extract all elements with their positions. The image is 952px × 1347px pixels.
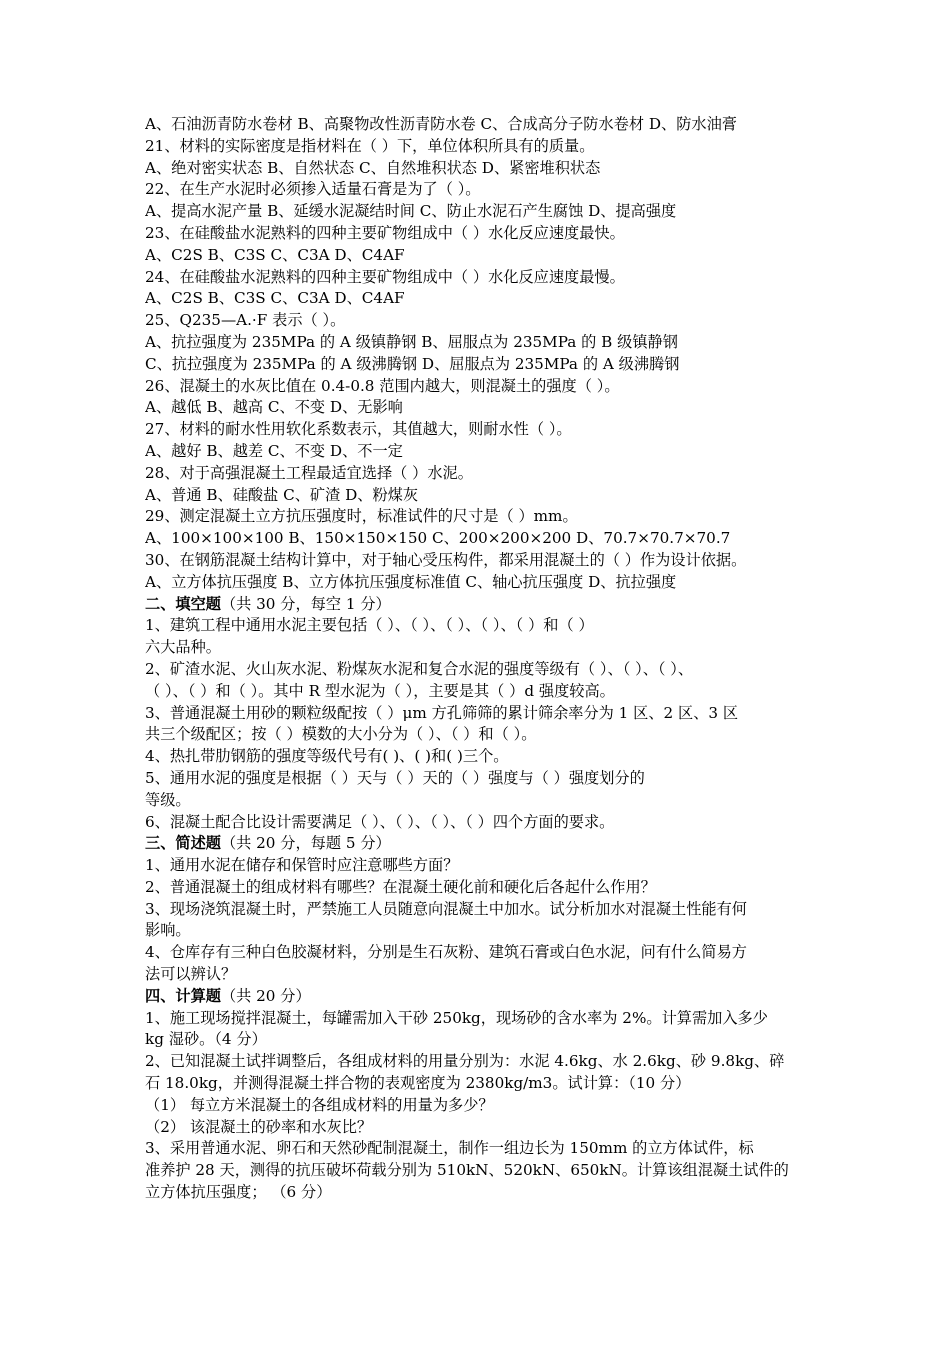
text-line: A、绝对密实状态 B、自然状态 C、自然堆积状态 D、紧密堆积状态 (145, 158, 601, 177)
text-line: 4、热扎带肋钢筋的强度等级代号有( )、( )和( )三个。 (145, 747, 509, 766)
section-heading (145, 986, 813, 1008)
text-line: 立方体抗压强度； （6 分） (145, 1183, 332, 1202)
text-line: 1、通用水泥在储存和保管时应注意哪些方面？ (145, 856, 459, 875)
text-line: 29、测定混凝土立方抗压强度时，标准试件的尺寸是（ ）mm。 (145, 507, 578, 526)
text-line: A、立方体抗压强度 B、立方体抗压强度标准值 C、轴心抗压强度 D、抗拉强度 (145, 572, 677, 591)
text-line: （ ）、（ ）和（ ）。其中 R 型水泥为（ ），主要是其（ ）d 强度较高。 (145, 681, 615, 700)
section-score-note: （共 30 分，每空 1 分） (220, 594, 391, 613)
text-line: 5、通用水泥的强度是根据（ ）天与（ ）天的（ ）强度与（ ）强度划分的 (145, 768, 645, 787)
text-line: 2、普通混凝土的组成材料有哪些？在混凝土硬化前和硬化后各起什么作用？ (145, 877, 656, 896)
section-heading (145, 833, 813, 855)
section-title: 二、填空题 (145, 594, 221, 613)
text-line: 3、现场浇筑混凝土时，严禁施工人员随意向混凝土中加水。试分析加水对混凝土性能有何 (145, 899, 747, 918)
text-line: 21、材料的实际密度是指材料在（ ）下，单位体积所具有的质量。 (145, 136, 595, 155)
text-line: A、100×100×100 B、150×150×150 C、200×200×200 D、70.7×70.7×70.7 (145, 529, 731, 548)
text-line: 石 18.0kg，并测得混凝土拌合物的表观密度为 2380kg/m3。试计算：（10 分） (145, 1074, 691, 1093)
text-line: 4、仓库存有三种白色胶凝材料，分别是生石灰粉、建筑石膏或白色水泥，问有什么简易方 (145, 943, 747, 962)
text-line: 等级。 (145, 790, 191, 809)
document-body (145, 114, 813, 1204)
section-heading (145, 594, 813, 616)
text-line: （1） 每立方米混凝土的各组成材料的用量为多少？ (145, 1095, 494, 1114)
text-line: A、提高水泥产量 B、延缓水泥凝结时间 C、防止水泥石产生腐蚀 D、提高强度 (145, 202, 677, 221)
text-line: 3、采用普通水泥、卵石和天然砂配制混凝土，制作一组边长为 150mm 的立方体试件，标 (145, 1139, 754, 1158)
text-line: 1、建筑工程中通用水泥主要包括（ ）、（ ）、（ ）、（ ）、（ ）和（ ） (145, 616, 594, 635)
text-line: 28、对于高强混凝土工程最适宜选择（ ）水泥。 (145, 463, 473, 482)
text-line: 2、矿渣水泥、火山灰水泥、粉煤灰水泥和复合水泥的强度等级有（ ）、（ ）、（ ）、 (145, 659, 694, 678)
text-line: 3、普通混凝土用砂的颗粒级配按（ ）μm 方孔筛筛的累计筛余率分为 1 区、2 区、3 区 (145, 703, 739, 722)
text-line: 1、施工现场搅拌混凝土，每罐需加入干砂 250kg，现场砂的含水率为 2%。计算需加入多少 (145, 1008, 768, 1027)
text-line: 2、已知混凝土试拌调整后，各组成材料的用量分别为：水泥 4.6kg、水 2.6kg、砂 9.8kg、碎 (145, 1052, 785, 1071)
text-line: 24、在硅酸盐水泥熟料的四种主要矿物组成中（ ）水化反应速度最慢。 (145, 267, 625, 286)
text-line: A、C2S B、C3S C、C3A D、C4AF (145, 289, 405, 308)
text-line: C、抗拉强度为 235MPa 的 A 级沸腾钢 D、屈服点为 235MPa 的 A 级沸腾钢 (145, 354, 680, 373)
text-line: （2） 该混凝土的砂率和水灰比？ (145, 1117, 373, 1136)
text-line: 22、在生产水泥时必须掺入适量石膏是为了（ ）。 (145, 180, 481, 199)
text-line: A、越低 B、越高 C、不变 D、无影响 (145, 398, 403, 417)
text-line: A、普通 B、硅酸盐 C、矿渣 D、粉煤灰 (145, 485, 419, 504)
text-line: A、石油沥青防水卷材 B、高聚物改性沥青防水卷 C、合成高分子防水卷材 D、防水油膏 (145, 115, 737, 133)
text-line: 23、在硅酸盐水泥熟料的四种主要矿物组成中（ ）水化反应速度最快。 (145, 223, 625, 242)
section-title: 四、计算题 (145, 986, 221, 1005)
section-score-note: （共 20 分） (220, 986, 311, 1005)
text-line: 25、Q235—A.·F 表示（ ）。 (145, 311, 346, 330)
text-line: 准养护 28 天，测得的抗压破坏荷载分别为 510kN、520kN、650kN。计算该组混凝土试件的 (145, 1161, 789, 1180)
text-line: kg 湿砂。（4 分） (145, 1030, 267, 1049)
text-line: 26、混凝土的水灰比值在 0.4-0.8 范围内越大，则混凝土的强度（ ）。 (145, 376, 620, 395)
text-line: 6、混凝土配合比设计需要满足（ ）、（ ）、（ ）、（ ）四个方面的要求。 (145, 812, 615, 831)
text-line: 六大品种。 (145, 638, 221, 657)
section-title: 三、简述题 (145, 834, 221, 853)
text-line: 30、在钢筋混凝土结构计算中，对于轴心受压构件，都采用混凝土的（ ）作为设计依据。 (145, 550, 747, 569)
text-line: 27、材料的耐水性用软化系数表示，其值越大，则耐水性（ ）。 (145, 420, 572, 439)
text-line: A、越好 B、越差 C、不变 D、不一定 (145, 441, 403, 460)
section-score-note: （共 20 分，每题 5 分） (220, 834, 391, 853)
text-line: 共三个级配区；按（ ）模数的大小分为（ ）、（ ）和（ ）。 (145, 725, 537, 744)
text-line: A、抗拉强度为 235MPa 的 A 级镇静钢 B、屈服点为 235MPa 的 B 级镇静钢 (145, 332, 678, 351)
text-line: 法可以辨认？ (145, 965, 237, 984)
text-line: 影响。 (145, 921, 191, 940)
text-line: A、C2S B、C3S C、C3A D、C4AF (145, 245, 405, 264)
